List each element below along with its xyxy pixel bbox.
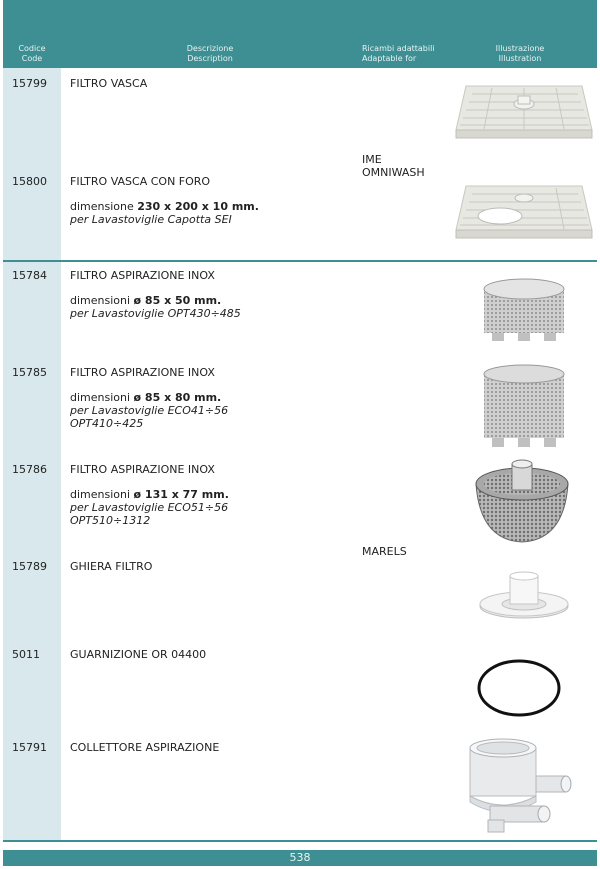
column-header-description <box>62 44 358 64</box>
product-name: FILTRO ASPIRAZIONE INOX <box>70 463 215 476</box>
product-use: OPT510÷1312 <box>70 514 151 527</box>
product-use: per Lavastoviglie ECO41÷56 <box>70 404 229 417</box>
rectangular-grid-filter-with-hole-image <box>452 180 596 250</box>
adaptable-brand: IME <box>362 153 382 166</box>
product-dimensions: dimensioni ø 131 x 77 mm. <box>70 488 229 501</box>
product-description <box>70 560 360 573</box>
product-code: 15791 <box>12 741 47 754</box>
black-o-ring-image <box>474 656 564 724</box>
header-code-it: Codice <box>18 44 46 53</box>
product-code: 15799 <box>12 77 47 90</box>
product-code: 15786 <box>12 463 47 476</box>
product-use: OPT410÷425 <box>70 417 144 430</box>
product-code: 15784 <box>12 269 47 282</box>
column-header-code <box>3 44 61 64</box>
header-code-en: Code <box>21 54 43 63</box>
product-code: 15785 <box>12 366 47 379</box>
wide-mesh-basket-filter-image <box>470 458 574 552</box>
header-desc-it: Descrizione <box>186 44 234 53</box>
product-use: per Lavastoviglie ECO51÷56 <box>70 501 229 514</box>
product-code: 5011 <box>12 648 40 661</box>
product-description <box>70 269 360 320</box>
product-name: FILTRO ASPIRAZIONE INOX <box>70 269 215 282</box>
product-description <box>70 175 360 226</box>
page-number: 538 <box>289 851 311 864</box>
product-description <box>70 741 360 754</box>
product-dimensions: dimensione 230 x 200 x 10 mm. <box>70 200 259 213</box>
product-name: COLLETTORE ASPIRAZIONE <box>70 741 220 754</box>
column-header-adaptable <box>362 44 462 64</box>
product-name: GHIERA FILTRO <box>70 560 153 573</box>
product-dimensions: dimensioni ø 85 x 50 mm. <box>70 294 222 307</box>
header-illu-it: Illustrazione <box>495 44 545 53</box>
adaptable-brand: OMNIWASH <box>362 166 425 179</box>
white-suction-manifold-image <box>462 736 582 840</box>
product-use: per Lavastoviglie Capotta SEI <box>70 213 232 226</box>
product-dimensions: dimensioni ø 85 x 80 mm. <box>70 391 222 404</box>
column-header-illustration <box>462 44 578 64</box>
adaptable-for <box>362 153 425 179</box>
product-name: GUARNIZIONE OR 04400 <box>70 648 207 661</box>
header-illu-en: Illustration <box>498 54 542 63</box>
white-ring-nut-image <box>476 568 572 630</box>
group-separator <box>3 260 597 262</box>
header-adapt-it: Ricambi adattabili <box>362 44 435 53</box>
product-description <box>70 648 360 661</box>
product-description <box>70 366 360 430</box>
product-use: per Lavastoviglie OPT430÷485 <box>70 307 241 320</box>
header-adapt-en: Adaptable for <box>362 54 417 63</box>
product-name: FILTRO VASCA CON FORO <box>70 175 211 188</box>
product-code: 15800 <box>12 175 47 188</box>
product-name: FILTRO ASPIRAZIONE INOX <box>70 366 215 379</box>
product-description <box>70 463 360 527</box>
product-description <box>70 77 360 90</box>
page-footer <box>3 850 597 866</box>
group-separator <box>3 840 597 842</box>
header-desc-en: Description <box>187 54 233 63</box>
adaptable-for <box>362 545 407 558</box>
adaptable-brand: MARELS <box>362 545 407 558</box>
product-name: FILTRO VASCA <box>70 77 148 90</box>
short-perforated-steel-cylinder-image <box>478 275 570 349</box>
code-column-group-1 <box>3 68 61 260</box>
product-code: 15789 <box>12 560 47 573</box>
tall-perforated-steel-cylinder-image <box>478 362 570 456</box>
rectangular-grid-filter-image <box>452 80 596 150</box>
